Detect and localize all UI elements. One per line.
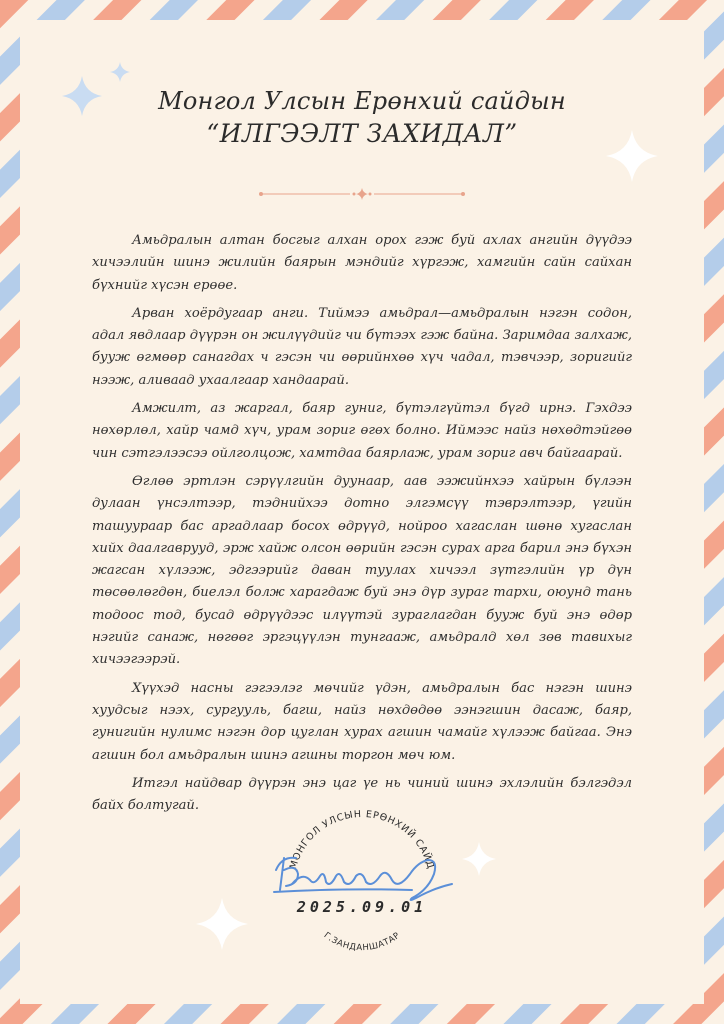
letter-paragraph: Амжилт, аз жаргал, баяр гуниг, бүтэлгүйтэл бүгд ирнэ. Гэхдээ нөхөрлөл, хайр чамд хүч, урам зориг өгөх болно. Иймээс найз нөхөдтэйгөө чин сэтгэлээсээ ойлголцож, хамтдаа баярлаж, урам зориг авч байгаарай. xyxy=(92,401,632,461)
letter-paragraph: Хүүхэд насны гэгээлэг мөчийг үдэн, амьдралын бас нэгэн шинэ хуудсыг нээх, сургууль, багш, найз нөхдөдөө ээнэгшин дасаж, баяр, гунигийн нулимс нэгэн дор цуглан хурах агшин чамайг хүлээж байгаа. Энэ агшин бол амьдралын шинэ агшны торгон мөч юм. xyxy=(92,680,632,763)
letter-body xyxy=(92,230,632,823)
letter-paragraph: Арван хоёрдугаар анги. Тиймээ амьдрал—амьдралын нэгэн содон, адал явдлаар дүүрэн он жилүүдийг чи бүтээх гэж байна. Заримдаа залхаж, бууж өгмөөр санагдах ч гэсэн чи өөрийнхөө хүч чадал, тэвчээр, зоригийг нээж, аливаад ухаалгаар хандаарай. xyxy=(92,305,632,388)
signature-seal xyxy=(262,790,462,970)
letter-paragraph: Өглөө эртлэн сэрүүлгийн дуунаар, аав ээжийнхээ хайрын бүлээн дулаан үнсэлтээр, тэднийхээ дотно элгэмсүү тэврэлтээр, үгийн ташуураар бас аргадлаар босох өдрүүд, нойроо хагаслан шөнө хугаслан хийх даалгаврууд, эрж хайж олсон өөрийн гэсэн сурах арга барил энэ бүхэн жагсан хүлээж, эдгээрийг даван туулах хичээл зүтгэлийн үр дүн төсөөлөгдөн, биелэл болж харагдаж буй энэ дүр зураг тархи, оюунд тань тодоос тод, бусад өдрүүдээс илүүтэй зураглагдан бууж буй энэ өдөр нэгийг санаж, нөгөөг эргэцүүлэн тунгааж, амьдралд хөл зөв тавихыг хичээгээрэй. xyxy=(92,473,632,668)
seal-date: 2025.09.01 xyxy=(296,898,428,916)
letter-paragraph: Итгэл найдвар дүүрэн энэ цаг үе нь чиний шинэ эхлэлийн бэлгэдэл байх болтугай. xyxy=(92,775,632,814)
seal-top-text: МОНГОЛ УЛСЫН ЕРӨНХИЙ САЙД xyxy=(287,808,437,871)
sparkle-icon xyxy=(110,62,130,82)
seal-bottom-text: Г.ЗАНДАНШАТАР xyxy=(321,930,403,954)
title-line-2: “ИЛГЭЭЛТ ЗАХИДАЛ” xyxy=(206,119,518,148)
title-line-1: Монгол Улсын Ерөнхий сайдын xyxy=(158,87,566,115)
seal-graphic xyxy=(262,790,462,970)
letter-paragraph: Амьдралын алтан босгыг алхан орох гэж буй ахлах ангийн дүүдээ хичээлийн шинэ жилийн баярын мэндийг хүргэж, хамгийн сайн сайхан бүхнийг хүсэн ерөөе. xyxy=(92,233,632,293)
ornament-divider xyxy=(258,186,466,202)
sparkle-icon xyxy=(196,898,248,950)
sparkle-icon xyxy=(462,842,496,876)
letter-title xyxy=(0,86,724,150)
